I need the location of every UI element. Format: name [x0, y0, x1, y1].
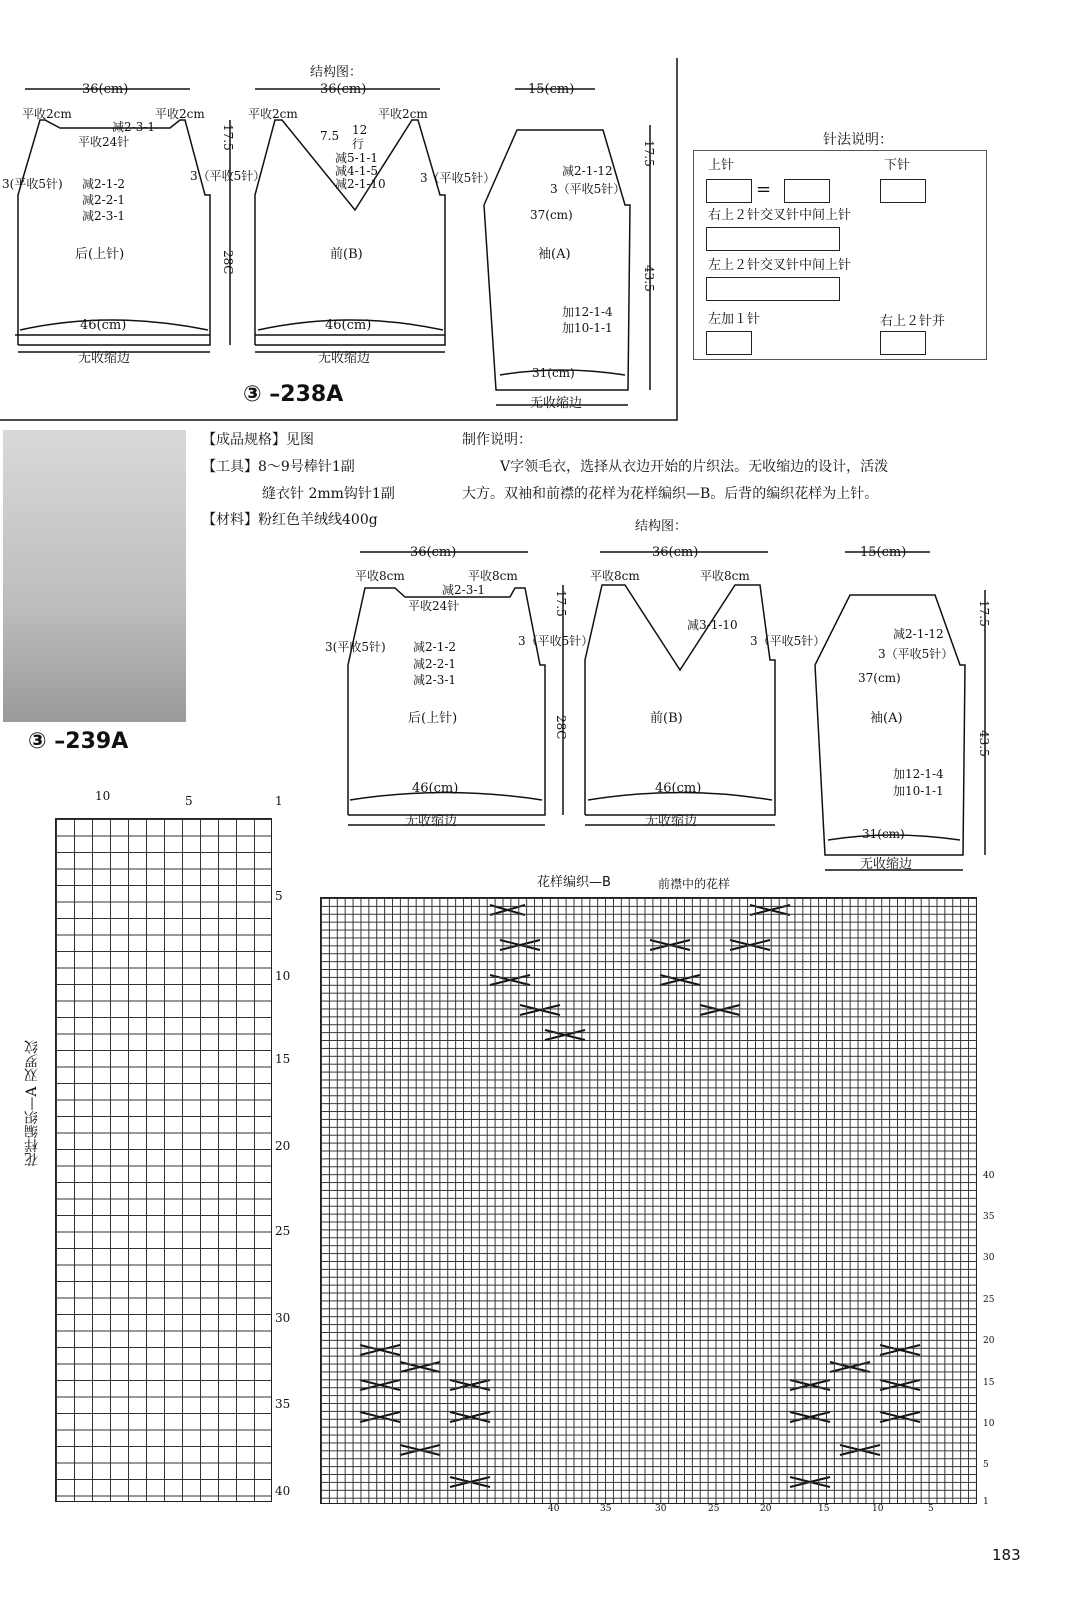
- chart-a-row-25: 25: [275, 1224, 291, 1238]
- sleeve-width: 37(cm): [530, 208, 573, 222]
- chart-b-row-30: 30: [983, 1253, 995, 1263]
- equals-icon: =: [756, 179, 772, 200]
- top-height-body: 28C: [221, 250, 235, 275]
- bottom-structure-title: 结构图：: [635, 519, 688, 534]
- chart-a-row-40: 40: [275, 1484, 291, 1498]
- model-238a: ③ –238A: [243, 382, 344, 407]
- chart-b-row-40: 40: [983, 1171, 995, 1181]
- sleeve-bottom: 31(cm): [532, 366, 575, 380]
- dec-symbol: [880, 331, 926, 355]
- chart-a-row-20: 20: [275, 1139, 291, 1153]
- model-photo: [3, 430, 186, 722]
- chart-b-col-40: 40: [548, 1504, 560, 1514]
- page-number: 183: [992, 1546, 1021, 1564]
- front-v-rows3: 行: [352, 137, 365, 151]
- b-front-left-shoulder: 平收8cm: [590, 569, 640, 583]
- front-armhole-right: 3（平收5针）: [420, 171, 496, 185]
- sleeve-name: 袖(A): [538, 247, 571, 262]
- b-front-width-bottom: 46(cm): [655, 781, 702, 796]
- b-front-armhole-left: 3（平收5针）: [518, 634, 594, 648]
- b-sleeve-inc2: 加10-1-1: [893, 784, 944, 798]
- chart-a-grid: [55, 818, 272, 1502]
- tools-text-2: 缝衣针 2mm钩针1副: [262, 486, 395, 502]
- legend-cable2: 左上２针交叉针中间上针: [708, 258, 852, 273]
- b-height-body: 28C: [554, 715, 568, 740]
- b-back-width-bottom: 46(cm): [412, 781, 459, 796]
- b-back-armhole: 3(平收5针): [325, 640, 386, 654]
- b-back-name: 后(上针): [408, 711, 458, 726]
- chart-b-col-5: 5: [928, 1504, 934, 1514]
- b-back-dec2: 减2-2-1: [413, 657, 457, 671]
- chart-b-row-5: 5: [983, 1460, 989, 1470]
- b-front-armhole-right: 3（平收5针）: [750, 634, 826, 648]
- b-front-v-dec: 减3-1-10: [687, 618, 738, 632]
- b-back-left-shoulder: 平收8cm: [355, 569, 405, 583]
- chart-b-col-35: 35: [600, 1504, 612, 1514]
- front-right-shoulder: 平收2cm: [378, 107, 428, 121]
- front-name: 前(B): [330, 247, 363, 262]
- front-width-bottom: 46(cm): [325, 318, 372, 333]
- front-dec3: 减2-1-10: [335, 177, 386, 191]
- chart-b-subtitle: 前襟中的花样: [658, 877, 731, 891]
- b-sleeve-dec: 减2-1-12: [893, 627, 944, 641]
- tools-text: 【工具】8～9号棒针1副: [202, 459, 355, 475]
- b-front-right-shoulder: 平收8cm: [700, 569, 750, 583]
- desc-line-1: V字领毛衣，选择从衣边开始的片织法。无收缩边的设计，活泼: [500, 459, 889, 475]
- back-armhole: 3(平收5针): [2, 177, 63, 191]
- sleeve-bind: 3（平收5针）: [550, 182, 626, 196]
- b-sleeve-top: 15(cm): [860, 545, 907, 560]
- sleeve-length: 43.5: [642, 265, 656, 292]
- b-sleeve-inc1: 加12-1-4: [893, 767, 944, 781]
- top-structure-title: 结构图：: [310, 65, 363, 80]
- sleeve-edge: 无收缩边: [530, 396, 583, 411]
- back-dec3: 减2-3-1: [82, 209, 126, 223]
- chart-b-row-20: 20: [983, 1336, 995, 1346]
- legend-purl: 下针: [884, 158, 911, 173]
- chart-b-col-30: 30: [655, 1504, 667, 1514]
- model-239a: ③ –239A: [28, 729, 129, 754]
- top-height-armhole: 17.5: [221, 124, 235, 151]
- back-neck-bind: 平收24针: [78, 135, 130, 149]
- chart-b-row-1: 1: [983, 1497, 989, 1507]
- inc-symbol: [706, 331, 752, 355]
- sleeve-inc1: 加12-1-4: [562, 305, 613, 319]
- b-back-width-top: 36(cm): [410, 545, 457, 560]
- sleeve-top: 15(cm): [528, 82, 575, 97]
- b-back-edge: 无收缩边: [405, 814, 458, 829]
- spec-text: 【成品规格】见图: [202, 432, 314, 448]
- b-sleeve-cap-height: 17.5: [977, 600, 991, 627]
- b-back-neck-dec: 减2-3-1: [442, 583, 486, 597]
- chart-b-title: 花样编织—B: [537, 875, 611, 890]
- chart-b-col-15: 15: [818, 1504, 830, 1514]
- chart-b-col-25: 25: [708, 1504, 720, 1514]
- b-sleeve-length: 43.5: [977, 730, 991, 757]
- back-width-bottom: 46(cm): [80, 318, 127, 333]
- back-name: 后(上针): [75, 247, 125, 262]
- front-left-shoulder: 平收2cm: [248, 107, 298, 121]
- back-right-shoulder: 平收2cm: [155, 107, 205, 121]
- chart-a-col-10: 10: [95, 789, 111, 803]
- b-back-neck-bind: 平收24针: [408, 599, 460, 613]
- chart-b-col-10: 10: [872, 1504, 884, 1514]
- chart-a-row-35: 35: [275, 1397, 291, 1411]
- back-dec2: 减2-2-1: [82, 193, 126, 207]
- chart-b-grid: [320, 897, 977, 1504]
- legend-knit: 上针: [708, 158, 735, 173]
- b-back-dec1: 减2-1-2: [413, 640, 457, 654]
- chart-b-row-15: 15: [983, 1378, 995, 1388]
- b-height-armhole: 17.5: [554, 590, 568, 617]
- sleeve-inc2: 加10-1-1: [562, 321, 613, 335]
- legend-cable1: 右上２针交叉针中间上针: [708, 208, 852, 223]
- chart-b-row-35: 35: [983, 1212, 995, 1222]
- front-edge: 无收缩边: [318, 351, 371, 366]
- cable2-symbol: [706, 277, 840, 301]
- back-dec1: 减2-1-2: [82, 177, 126, 191]
- legend-inc: 左加１针: [708, 312, 761, 327]
- back-width-top: 36(cm): [82, 82, 129, 97]
- b-sleeve-name: 袖(A): [870, 711, 903, 726]
- b-sleeve-width: 37(cm): [858, 671, 901, 685]
- chart-a-col-5: 5: [185, 794, 193, 808]
- chart-a-row-10: 10: [275, 969, 291, 983]
- legend-dec: 右上２针并: [880, 314, 946, 329]
- chart-a-row-30: 30: [275, 1311, 291, 1325]
- b-sleeve-bottom: 31(cm): [862, 827, 905, 841]
- sleeve-cap-height: 17.5: [642, 140, 656, 167]
- b-sleeve-bind: 3（平收5针）: [878, 647, 954, 661]
- front-width-top: 36(cm): [320, 82, 367, 97]
- sleeve-dec: 减2-1-12: [562, 164, 613, 178]
- back-neck-dec: 减2-3-1: [112, 120, 156, 134]
- material-text: 【材料】粉红色羊绒线400g: [202, 512, 378, 528]
- b-front-name: 前(B): [650, 711, 683, 726]
- b-front-width-top: 36(cm): [652, 545, 699, 560]
- desc-line-2: 大方。双袖和前襟的花样为花样编织—B。后背的编织花样为上针。: [462, 486, 879, 502]
- chart-b-row-25: 25: [983, 1295, 995, 1305]
- front-v-rows2: 12: [352, 123, 368, 137]
- chart-a-title: 花样编织—A 双罗纹: [24, 1040, 40, 1167]
- front-dec2: 减4-1-5: [335, 164, 379, 178]
- legend-box: [693, 150, 987, 360]
- back-left-shoulder: 平收2cm: [22, 107, 72, 121]
- back-edge: 无收缩边: [78, 351, 131, 366]
- b-sleeve-edge: 无收缩边: [860, 857, 913, 872]
- b-front-edge: 无收缩边: [645, 814, 698, 829]
- desc-title: 制作说明：: [462, 432, 532, 448]
- front-dec1: 减5-1-1: [335, 151, 379, 165]
- front-v-rows: 7.5: [320, 129, 340, 143]
- knit-equals-symbol: [784, 179, 830, 203]
- knit-symbol: [706, 179, 752, 203]
- chart-b-col-20: 20: [760, 1504, 772, 1514]
- b-back-right-shoulder: 平收8cm: [468, 569, 518, 583]
- front-armhole-left: 3（平收5针）: [190, 169, 266, 183]
- chart-a-col-1: 1: [275, 794, 283, 808]
- legend-title: 针法说明：: [823, 132, 893, 148]
- chart-b-row-10: 10: [983, 1419, 995, 1429]
- chart-a-row-5: 5: [275, 889, 283, 903]
- chart-a-row-15: 15: [275, 1052, 291, 1066]
- purl-symbol: [880, 179, 926, 203]
- b-back-dec3: 减2-3-1: [413, 673, 457, 687]
- cable1-symbol: [706, 227, 840, 251]
